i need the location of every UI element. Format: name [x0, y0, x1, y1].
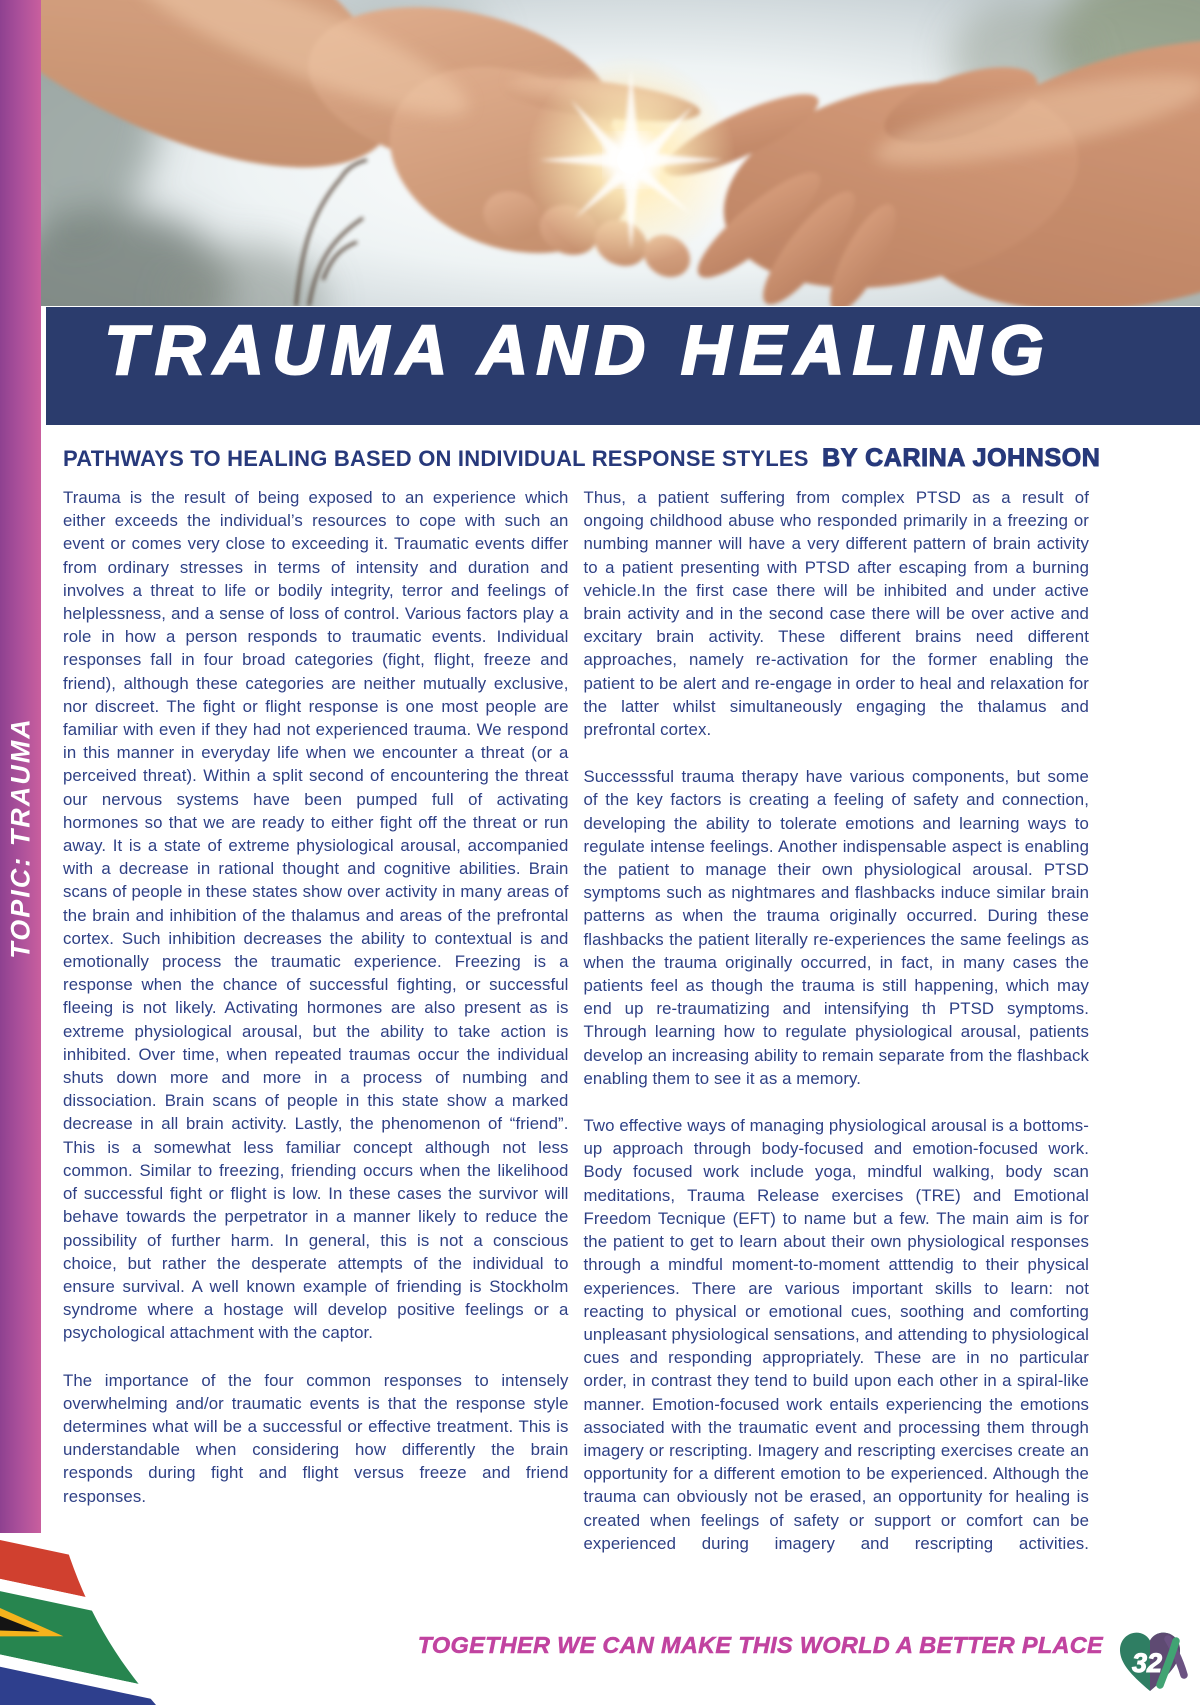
title-banner — [46, 307, 1200, 425]
subtitle-row — [63, 444, 1155, 473]
heart-ribbon-badge-icon — [1114, 1627, 1188, 1701]
hero-photo — [41, 0, 1200, 306]
footer-tagline: TOGETHER WE CAN MAKE THIS WORLD A BETTER PLACE — [417, 1632, 1103, 1658]
article-subtitle: PATHWAYS TO HEALING BASED ON INDIVIDUAL RESPONSE STYLES — [63, 446, 809, 471]
paragraph: The importance of the four common responses to intensely overwhelming and/or traumatic events is that the response style determines what will be a successful or effective treatment. This is understandable when considering how differently the brain responds during fight and flight versus freeze and friend responses. — [63, 1370, 569, 1506]
paragraph: Trauma is the result of being exposed to an experience which either exceeds the individual’s resources to cope with such an event or comes very close to exceeding it. Traumatic events differ from ordinary stresses in terms of intensity and duration and involves a threat to life or bodily integrity, terror and feelings of helplessness, and a sense of loss of control. Various factors play a role in how a person responds to traumatic events. Individual responses fall in four broad categories (fight, flight, freeze and friend), although these categories are neither mutually exclusive, nor discreet. The fight or flight response is one most people are familiar with even if they had not experienced trauma. We respond in this manner in everyday life when we encounter a threat (or a perceived threat). Within a split second of encountering the threat our nervous systems have been pumped full of activating hormones so that we are ready to either fight off the threat or run away. It is a state of extreme physiological arousal, accompanied with a decrease in rational thought and cognitive abilities. Brain scans of people in these states show over activity in many areas of the brain and inhibition of the thalamus and areas of the prefrontal cortex. Such inhibition decreases the ability to contextual is and emotionally process the traumatic experience. Freezing is a response when the chance of successful fighting, or successful fleeing is not likely. Activating hormones are also present as is extreme physiological arousal, but the ability to take action is inhibited. Over time, when repeated traumas occur the individual shuts down more and more in a process of numbing and dissociation. Brain scans of people in this state show a marked decrease in all brain activity. Lastly, the phenomenon of “friend”. This is a somewhat less familiar concept although not less common. Similar to freezing, friending occurs when the likelihood of successful fight or flight is low. In these cases the survivor will behave towards the perpetrator in a manner likely to reduce the possibility of further harm. In general, this is not a conscious choice, but rather the desperate attempts of the individual to ensure survival. A well known example of friending is Stockholm syndrome where a hostage will develop positive feelings or a psychological attachment with the captor. — [63, 488, 569, 1343]
article-column-1 — [63, 486, 569, 1579]
article-body — [63, 486, 1089, 1579]
paragraph: Thus, a patient suffering from complex PTSD as a result of ongoing childhood abuse who responded primarily in a freezing or numbing manner will have a very different pattern of brain activity to a patient presenting with PTSD after escaping from a burning vehicle.In the first case there will be inhibited and under active brain activity and in the second case there will be over active and excitary brain activity. These different brains need different approaches, namely re-activation for the former enabling the patient to be alert and re-engage in order to heal and relaxation for the latter whilst simultaneously engaging the thalamus and prefrontal cortex. — [583, 488, 1089, 740]
south-africa-flag-icon — [0, 1425, 240, 1705]
heart-page-badge — [1114, 1627, 1188, 1701]
paragraph: Two effective ways of managing physiological arousal is a bottoms-up approach through body-focused and emotion-focused work. Body focused work include yoga, mindful walking, body scan meditations, Trauma Release exercises (TRE) and Emotional Freedom Tecnique (EFT) to name but a few. The main aim is for the patient to get to learn about their own physiological responses through a mindful moment-to-moment atttendig to their physical experiences. There are various important skills to learn: not reacting to physical or emotional cues, soothing and comforting unpleasant physiological sensations, and attending to physiological cues and responding appropriately. These are in no particular order, in contrast they tend to build upon each other in a spiral-like manner. Emotion-focused work entails experiencing the emotions associated with the traumatic event and processing them through imagery or rescripting. Imagery and rescripting exercises create an opportunity for a different emotion to be experienced. Although the trauma can obviously not be erased, an opportunity for healing is created when feelings of safety or support or comfort can be experienced during imagery and rescripting activities. — [583, 1116, 1089, 1553]
page-title: TRAUMA AND HEALING — [104, 311, 1052, 389]
author-byline: BY CARINA JOHNSON — [822, 444, 1101, 472]
article-column-2 — [584, 486, 1090, 1579]
hands-reaching-photo — [41, 0, 1200, 306]
paragraph: Successsful trauma therapy have various components, but some of the key factors is creating a feeling of safety and connection, developing the ability to tolerate emotions and learning ways to regulate intense feelings. Another indispensable aspect is enabling the patient to manage their own physiological arousal. PTSD symptoms such as nightmares and flashbacks induce similar brain patterns as when the trauma originally occurred. During these flashbacks the patient literally re-experiences the same feelings as when the trauma originally occurred, in fact, in many cases the patients feel as though the trauma is still happening, which may end up re-traumatizing and intensifying th PTSD symptoms. Through learning how to regulate physiological arousal, patients develop an increasing ability to remain separate from the flashback enabling them to see it as a memory. — [583, 767, 1089, 1088]
page-number: 32 — [1131, 1648, 1163, 1678]
topic-label: TOPIC: TRAUMA — [5, 717, 36, 959]
